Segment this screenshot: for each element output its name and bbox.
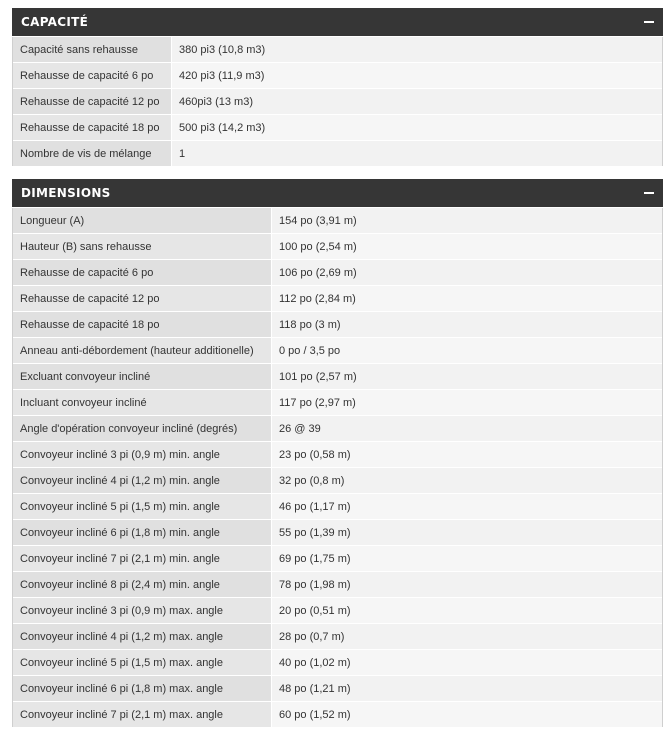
table-row	[13, 416, 662, 441]
spec-value: 28 po (0,7 m)	[272, 624, 662, 649]
table-row	[13, 286, 662, 311]
spec-label: Capacité sans rehausse	[13, 37, 171, 62]
spec-label: Convoyeur incliné 7 pi (2,1 m) min. angle	[13, 546, 271, 571]
spec-label: Excluant convoyeur incliné	[13, 364, 271, 389]
table-row	[13, 494, 662, 519]
table-row	[13, 115, 662, 140]
spec-value: 20 po (0,51 m)	[272, 598, 662, 623]
spec-value: 60 po (1,52 m)	[272, 702, 662, 727]
spec-value: 380 pi3 (10,8 m3)	[172, 37, 662, 62]
table-row	[13, 520, 662, 545]
table-row	[13, 598, 662, 623]
spec-value: 26 @ 39	[272, 416, 662, 441]
spec-value: 420 pi3 (11,9 m3)	[172, 63, 662, 88]
table-row	[13, 702, 662, 727]
table-row	[13, 442, 662, 467]
spec-label: Hauteur (B) sans rehausse	[13, 234, 271, 259]
minus-icon	[644, 21, 654, 23]
collapse-toggle-dimensions[interactable]	[635, 179, 663, 207]
capacite-header[interactable]	[12, 8, 663, 36]
spec-value: 23 po (0,58 m)	[272, 442, 662, 467]
table-row	[13, 572, 662, 597]
spec-value: 112 po (2,84 m)	[272, 286, 662, 311]
spec-label: Convoyeur incliné 5 pi (1,5 m) max. angle	[13, 650, 271, 675]
capacite-table	[12, 37, 663, 166]
spec-value: 118 po (3 m)	[272, 312, 662, 337]
spec-label: Convoyeur incliné 4 pi (1,2 m) min. angle	[13, 468, 271, 493]
spec-label: Convoyeur incliné 8 pi (2,4 m) min. angle	[13, 572, 271, 597]
capacite-title: CAPACITÉ	[21, 15, 89, 29]
table-row	[13, 312, 662, 337]
table-row	[13, 89, 662, 114]
spec-label: Rehausse de capacité 18 po	[13, 115, 171, 140]
spec-label: Anneau anti-débordement (hauteur additionelle)	[13, 338, 271, 363]
spec-value: 55 po (1,39 m)	[272, 520, 662, 545]
table-row	[13, 390, 662, 415]
spec-label: Convoyeur incliné 3 pi (0,9 m) min. angle	[13, 442, 271, 467]
table-row	[13, 234, 662, 259]
spec-label: Incluant convoyeur incliné	[13, 390, 271, 415]
spec-label: Rehausse de capacité 18 po	[13, 312, 271, 337]
table-row	[13, 676, 662, 701]
spec-value: 0 po / 3,5 po	[272, 338, 662, 363]
table-row	[13, 468, 662, 493]
table-row	[13, 141, 662, 166]
minus-icon	[644, 192, 654, 194]
table-row	[13, 208, 662, 233]
spec-value: 100 po (2,54 m)	[272, 234, 662, 259]
spec-label: Convoyeur incliné 6 pi (1,8 m) max. angle	[13, 676, 271, 701]
spec-value: 154 po (3,91 m)	[272, 208, 662, 233]
spec-value: 117 po (2,97 m)	[272, 390, 662, 415]
spec-value: 69 po (1,75 m)	[272, 546, 662, 571]
spec-label: Nombre de vis de mélange	[13, 141, 171, 166]
spec-label: Angle d'opération convoyeur incliné (degrés)	[13, 416, 271, 441]
dimensions-header[interactable]	[12, 179, 663, 207]
spec-value: 101 po (2,57 m)	[272, 364, 662, 389]
spec-label: Convoyeur incliné 5 pi (1,5 m) min. angle	[13, 494, 271, 519]
table-row	[13, 338, 662, 363]
table-row	[13, 650, 662, 675]
spec-label: Convoyeur incliné 7 pi (2,1 m) max. angle	[13, 702, 271, 727]
spec-label: Convoyeur incliné 6 pi (1,8 m) min. angle	[13, 520, 271, 545]
collapse-toggle-capacite[interactable]	[635, 8, 663, 36]
table-row	[13, 63, 662, 88]
table-row	[13, 260, 662, 285]
table-row	[13, 37, 662, 62]
spec-label: Rehausse de capacité 12 po	[13, 89, 171, 114]
spec-label: Convoyeur incliné 3 pi (0,9 m) max. angle	[13, 598, 271, 623]
spec-value: 1	[172, 141, 662, 166]
spec-label: Longueur (A)	[13, 208, 271, 233]
dimensions-title: DIMENSIONS	[21, 186, 111, 200]
spec-value: 500 pi3 (14,2 m3)	[172, 115, 662, 140]
spec-value: 32 po (0,8 m)	[272, 468, 662, 493]
table-row	[13, 364, 662, 389]
spec-value: 40 po (1,02 m)	[272, 650, 662, 675]
spec-label: Rehausse de capacité 12 po	[13, 286, 271, 311]
spec-label: Convoyeur incliné 4 pi (1,2 m) max. angle	[13, 624, 271, 649]
dimensions-section	[12, 179, 663, 727]
table-row	[13, 546, 662, 571]
capacite-section	[12, 8, 663, 166]
spec-value: 46 po (1,17 m)	[272, 494, 662, 519]
spec-value: 106 po (2,69 m)	[272, 260, 662, 285]
spec-label: Rehausse de capacité 6 po	[13, 260, 271, 285]
spec-label: Rehausse de capacité 6 po	[13, 63, 171, 88]
spec-value: 460pi3 (13 m3)	[172, 89, 662, 114]
spec-value: 48 po (1,21 m)	[272, 676, 662, 701]
spec-value: 78 po (1,98 m)	[272, 572, 662, 597]
table-row	[13, 624, 662, 649]
dimensions-table	[12, 208, 663, 727]
